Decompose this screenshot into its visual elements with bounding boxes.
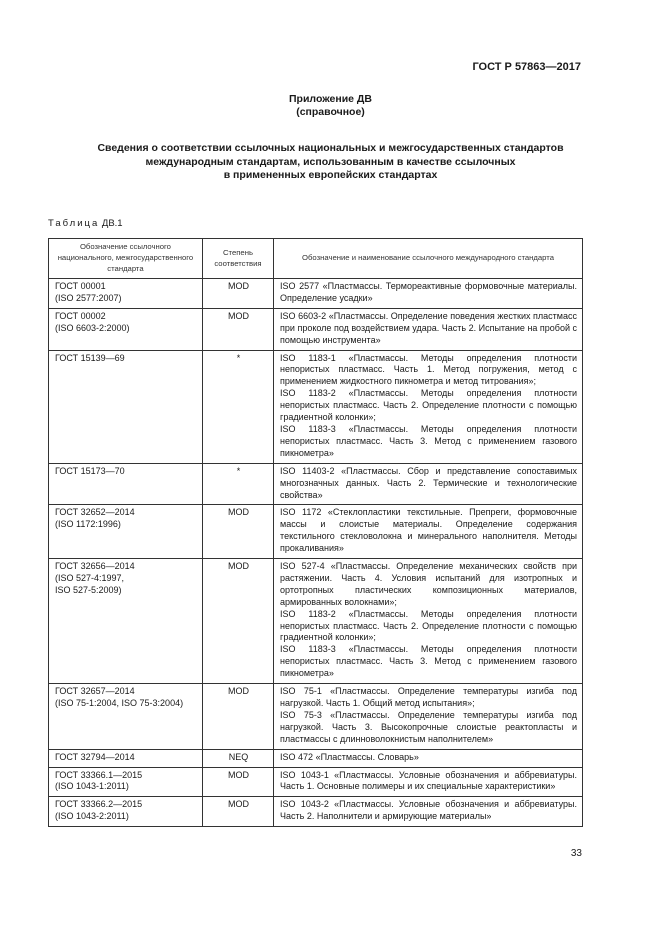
table-row: [49, 767, 583, 797]
table-caption-number: ДВ.1: [101, 218, 123, 229]
international-standard-cell: [274, 767, 583, 797]
international-standard-cell: [274, 463, 583, 505]
international-standard-entry: ISO 6603-2 «Пластмассы. Определение поведения жестких пластмасс при проколе под воздействием удара. Часть 2. Испытание на пробой с помощью инструмента»: [280, 310, 577, 345]
table-row: [49, 308, 583, 350]
heading-line: международным стандартам, использованным в качестве ссылочных: [145, 155, 516, 168]
appendix-type: (справочное): [296, 106, 365, 118]
degree-cell: *: [202, 463, 273, 505]
international-standard-entry: ISO 1172 «Стеклопластики текстильные. Препреги, формовочные массы и слоистые материалы. Определение содержания текстильного стекловолокна и минерального наполнителя. Методы прокаливания»: [280, 507, 577, 554]
section-heading: [30, 142, 631, 183]
table-row: [49, 559, 583, 684]
international-standard-entry: ISO 472 «Пластмассы. Словарь»: [280, 751, 419, 762]
header-national-standard: Обозначение ссылочного национального, межгосударственного стандарта: [49, 239, 203, 279]
international-standard-entry: ISO 527-4 «Пластмассы. Определение механических свойств при растяжении. Часть 4. Условия испытаний для изотропных и ортотропных пластических композиционных материалов, армированных волокнами»;: [280, 561, 577, 607]
header-international-standard: Обозначение и наименование ссылочного международного стандарта: [274, 239, 583, 279]
international-standard-cell: [274, 279, 583, 309]
national-standard-cell: ГОСТ 33366.2—2015 (ISO 1043-2:2011): [49, 797, 203, 827]
international-standard-entry: ISO 1183-3 «Пластмассы. Методы определения плотности непористых пластмасс. Часть 3. Метод с применением газового пикнометра»: [280, 423, 577, 458]
international-standard-entry: ISO 2577 «Пластмассы. Термореактивные формовочные материалы. Определение усадки»: [280, 281, 577, 303]
table-row: [49, 749, 583, 767]
header-degree: Степень соответствия: [202, 239, 273, 279]
table-row: [49, 505, 583, 559]
table-row: [49, 279, 583, 309]
degree-cell: MOD: [202, 308, 273, 350]
table-header-row: [49, 239, 583, 279]
international-standard-entry: ISO 11403-2 «Пластмассы. Сбор и представление сопоставимых многозначных данных. Часть 2. Термические и технологические свойства»: [280, 465, 577, 500]
appendix-title: [0, 93, 661, 119]
degree-cell: MOD: [202, 279, 273, 309]
international-standard-entry: ISO 1183-1 «Пластмассы. Методы определения плотности непористых пластмасс. Часть 1. Метод погружения, метод с применением жидкостного пикнометра и метод титрования»;: [280, 352, 577, 387]
standard-code: ГОСТ Р 57863—2017: [472, 61, 581, 73]
international-standard-entry: ISO 1043-1 «Пластмассы. Условные обозначения и аббревиатуры. Часть 1. Основные полимеры и их специальные характеристики»: [280, 769, 577, 792]
heading-line: Сведения о соответствии ссылочных национальных и межгосударственных стандартов: [97, 142, 564, 154]
international-standard-entry: ISO 1183-2 «Пластмассы. Методы определения плотности непористых пластмасс. Часть 2. Определение плотности с помощью градиентной колонки»;: [280, 608, 577, 643]
national-standard-cell: ГОСТ 15173—70: [49, 463, 203, 505]
degree-cell: MOD: [202, 797, 273, 827]
national-standard-cell: ГОСТ 00001 (ISO 2577:2007): [49, 279, 203, 309]
degree-cell: MOD: [202, 559, 273, 684]
table-caption: [48, 218, 123, 229]
degree-cell: MOD: [202, 505, 273, 559]
national-standard-cell: ГОСТ 32794—2014: [49, 749, 203, 767]
page-number: 33: [570, 848, 582, 859]
international-standard-cell: [274, 350, 583, 463]
national-standard-cell: ГОСТ 33366.1—2015 (ISO 1043-1:2011): [49, 767, 203, 797]
degree-cell: *: [202, 350, 273, 463]
national-standard-cell: ГОСТ 32656—2014 (ISO 527-4:1997, ISO 527-5:2009): [49, 559, 203, 684]
international-standard-entry: ISO 1043-2 «Пластмассы. Условные обозначения и аббревиатуры. Часть 2. Наполнители и армирующие материалы»: [280, 799, 577, 822]
correspondence-table: [48, 238, 583, 827]
national-standard-cell: ГОСТ 32652—2014 (ISO 1172:1996): [49, 505, 203, 559]
appendix-name: Приложение ДВ: [289, 93, 372, 105]
international-standard-cell: [274, 505, 583, 559]
table-row: [49, 350, 583, 463]
international-standard-cell: [274, 308, 583, 350]
international-standard-entry: ISO 1183-3 «Пластмассы. Методы определения плотности непористых пластмасс. Часть 3. Метод с применением газового пикнометра»: [280, 644, 577, 679]
heading-line: в примененных европейских стандартах: [223, 169, 438, 181]
table-row: [49, 463, 583, 505]
international-standard-entry: ISO 75-3 «Пластмассы. Определение температуры изгиба под нагрузкой. Часть 3. Высокопрочные слоистые реактопласты и пластмассы с длинноволокнистым наполнителем»: [280, 709, 577, 744]
national-standard-cell: ГОСТ 00002 (ISO 6603-2:2000): [49, 308, 203, 350]
table-body: [49, 279, 583, 827]
international-standard-cell: [274, 559, 583, 684]
international-standard-cell: [274, 797, 583, 827]
degree-cell: MOD: [202, 767, 273, 797]
degree-cell: MOD: [202, 684, 273, 750]
international-standard-cell: [274, 684, 583, 750]
international-standard-entry: ISO 75-1 «Пластмассы. Определение температуры изгиба под нагрузкой. Часть 1. Общий метод испытания»;: [280, 686, 577, 708]
national-standard-cell: ГОСТ 15139—69: [49, 350, 203, 463]
degree-cell: NEQ: [202, 749, 273, 767]
table-caption-word: Таблица: [48, 218, 100, 229]
international-standard-entry: ISO 1183-2 «Пластмассы. Методы определения плотности непористых пластмасс. Часть 2. Определение плотности с помощью градиентной колонки»;: [280, 388, 577, 423]
national-standard-cell: ГОСТ 32657—2014 (ISO 75-1:2004, ISO 75-3:2004): [49, 684, 203, 750]
international-standard-cell: [274, 749, 583, 767]
table-row: [49, 797, 583, 827]
table-row: [49, 684, 583, 750]
